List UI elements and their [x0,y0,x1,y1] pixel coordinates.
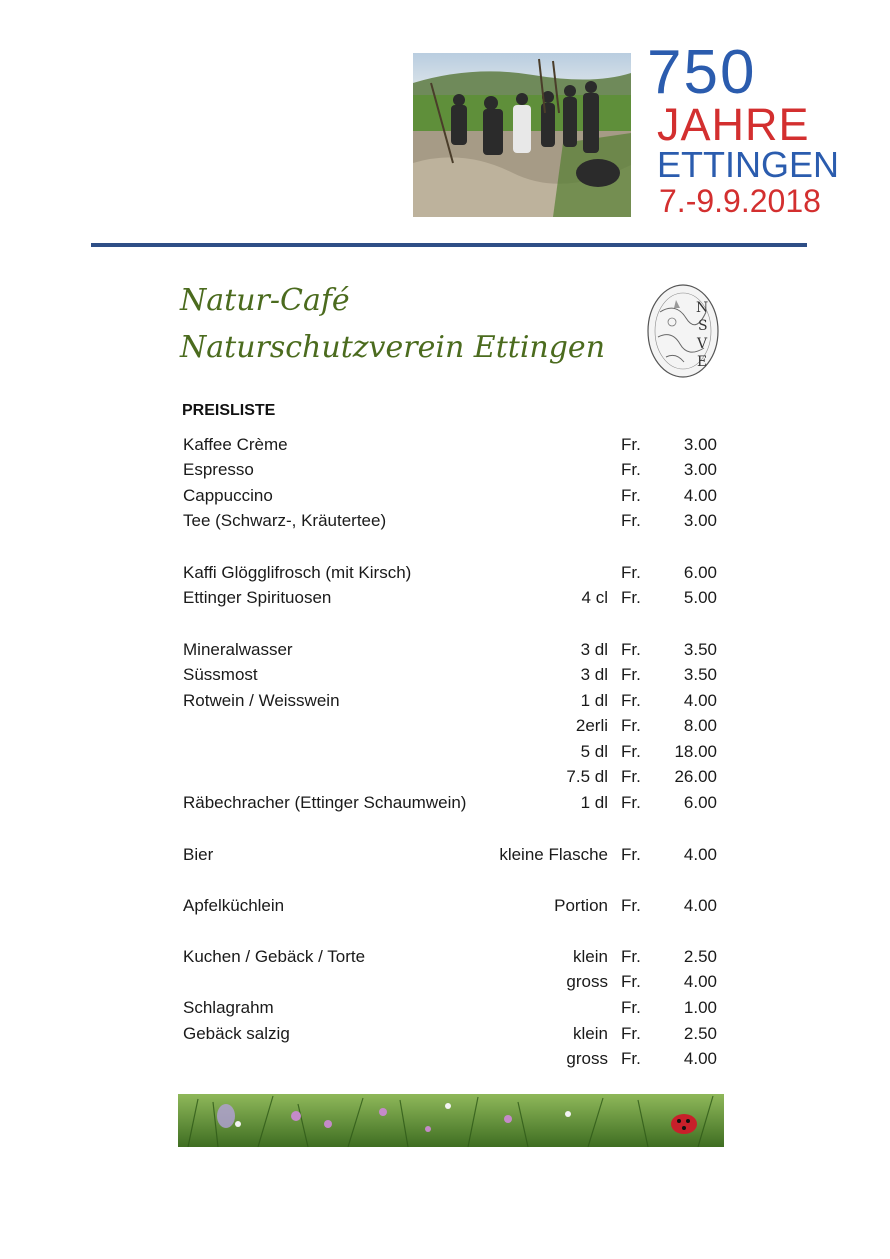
item-name: Apfelküchlein [183,896,285,915]
item-currency: Fr. [621,486,641,505]
price-row [0,457,890,482]
logo-ettingen: ETTINGEN [657,144,840,185]
item-price: 6.00 [683,793,717,812]
item-currency: Fr. [621,767,641,786]
item-price: 5.00 [683,588,717,607]
item-price: 4.00 [683,896,717,915]
svg-text:N: N [696,300,709,316]
price-list-heading: PREISLISTE [182,402,276,419]
item-name: Gebäck salzig [183,1024,290,1043]
item-currency: Fr. [621,793,641,812]
item-currency: Fr. [621,998,641,1017]
anniversary-logo [645,38,840,225]
item-price: 4.00 [683,486,717,505]
item-price: 3.00 [683,435,717,454]
item-name: Espresso [183,460,254,479]
item-unit: Portion [554,896,608,915]
item-currency: Fr. [621,435,641,454]
item-name: Kuchen / Gebäck / Torte [183,947,366,966]
logo-date: 7.-9.9.2018 [659,183,821,219]
price-row [0,995,890,1020]
price-row [0,969,890,994]
item-name: Räbechracher (Ettinger Schaumwein) [183,793,467,812]
item-price: 1.00 [683,998,717,1017]
item-price: 18.00 [674,742,717,761]
price-row [0,739,890,764]
item-name: Ettinger Spirituosen [183,588,332,607]
item-price: 2.50 [683,1024,717,1043]
header-photo [413,53,631,217]
item-currency: Fr. [621,665,641,684]
item-currency: Fr. [621,691,641,710]
item-unit: kleine Flasche [499,845,608,864]
item-currency: Fr. [621,1049,641,1068]
price-row [0,508,890,533]
item-currency: Fr. [621,640,641,659]
logo-number: 750 [647,38,757,107]
item-price: 4.00 [683,691,717,710]
price-row [0,637,890,662]
item-unit: 7.5 dl [566,767,608,786]
item-unit: gross [566,972,608,991]
item-unit: 3 dl [580,665,608,684]
item-name: Kaffi Glögglifrosch (mit Kirsch) [183,563,412,582]
item-currency: Fr. [621,460,641,479]
item-name: Rotwein / Weisswein [183,691,340,710]
item-name: Süssmost [183,665,258,684]
svg-text:E: E [697,354,708,370]
price-row [0,585,890,610]
svg-text:V: V [697,336,708,352]
price-row [0,1046,890,1071]
price-row [0,560,890,585]
meadow-footer-photo [178,1094,724,1147]
price-row [0,944,890,969]
item-name: Bier [183,845,214,864]
item-currency: Fr. [621,845,641,864]
item-unit: klein [573,1024,608,1043]
item-unit: 2erli [575,716,608,735]
price-row [0,1021,890,1046]
item-name: Cappuccino [183,486,273,505]
item-unit: 3 dl [580,640,608,659]
item-price: 4.00 [683,845,717,864]
item-name: Tee (Schwarz-, Kräutertee) [183,511,387,530]
price-row [0,842,890,867]
item-unit: gross [566,1049,608,1068]
item-price: 8.00 [683,716,717,735]
item-currency: Fr. [621,511,641,530]
item-price: 3.50 [683,665,717,684]
item-currency: Fr. [621,947,641,966]
cafe-title: Natur-Café [180,283,350,318]
item-price: 3.50 [683,640,717,659]
item-name: Mineralwasser [183,640,293,659]
item-currency: Fr. [621,1024,641,1043]
item-unit: 1 dl [580,691,608,710]
item-currency: Fr. [621,588,641,607]
price-row [0,688,890,713]
header-divider [91,243,807,247]
item-name: Kaffee Crème [183,435,288,454]
item-price: 2.50 [683,947,717,966]
club-title: Naturschutzverein Ettingen [180,330,606,365]
item-price: 6.00 [683,563,717,582]
item-unit: klein [573,947,608,966]
item-currency: Fr. [621,716,641,735]
item-currency: Fr. [621,563,641,582]
price-row [0,483,890,508]
item-price: 3.00 [683,511,717,530]
item-currency: Fr. [621,742,641,761]
price-row [0,893,890,918]
item-name: Schlagrahm [183,998,274,1017]
item-price: 26.00 [674,767,717,786]
price-row [0,662,890,687]
price-row [0,790,890,815]
item-price: 4.00 [683,1049,717,1068]
price-row [0,713,890,738]
item-currency: Fr. [621,972,641,991]
item-price: 3.00 [683,460,717,479]
item-price: 4.00 [683,972,717,991]
svg-text:S: S [698,318,708,334]
nsve-seal-logo [646,282,720,380]
item-currency: Fr. [621,896,641,915]
price-row [0,764,890,789]
price-row [0,432,890,457]
item-unit: 5 dl [580,742,608,761]
item-unit: 1 dl [580,793,608,812]
logo-jahre: JAHRE [657,99,810,150]
item-unit: 4 cl [581,588,608,607]
